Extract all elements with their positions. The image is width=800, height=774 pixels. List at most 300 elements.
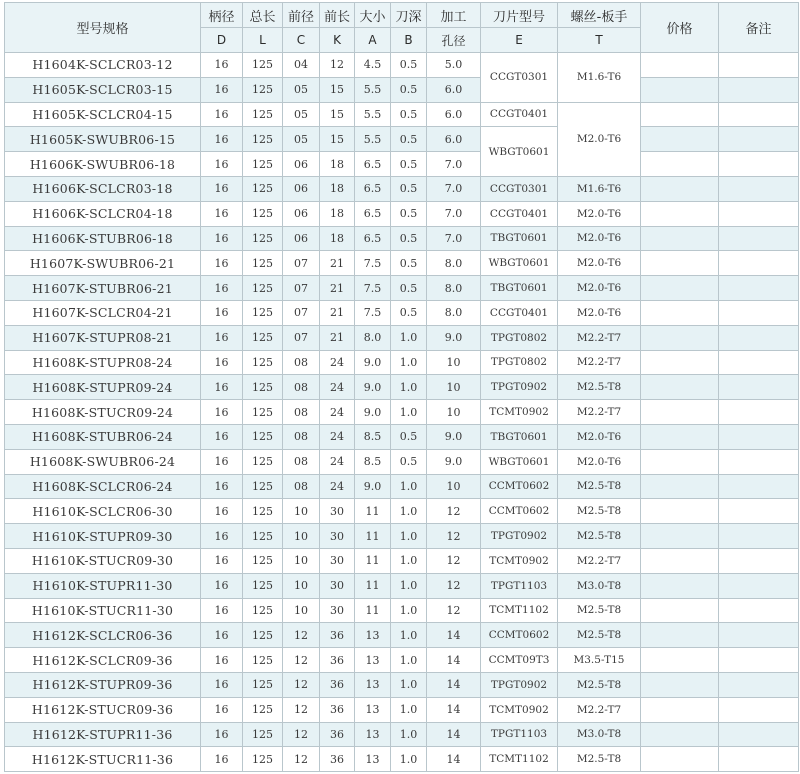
shank-cell: 16 bbox=[201, 176, 243, 201]
front-length-cell: 24 bbox=[320, 350, 355, 375]
remarks-cell bbox=[719, 449, 799, 474]
remarks-cell bbox=[719, 524, 799, 549]
size-cell: 13 bbox=[355, 672, 391, 697]
front-diameter-cell: 07 bbox=[283, 276, 320, 301]
shank-cell: 16 bbox=[201, 548, 243, 573]
remarks-cell bbox=[719, 375, 799, 400]
insert-model-cell: TBGT0601 bbox=[481, 276, 558, 301]
screw-wrench-cell: M2.0-T6 bbox=[558, 276, 641, 301]
length-cell: 125 bbox=[243, 226, 283, 251]
front-length-cell: 36 bbox=[320, 672, 355, 697]
header-screw-wrench: 螺丝-板手 bbox=[558, 3, 641, 28]
remarks-cell bbox=[719, 176, 799, 201]
size-cell: 9.0 bbox=[355, 350, 391, 375]
header-remarks: 备注 bbox=[719, 3, 799, 53]
front-diameter-cell: 07 bbox=[283, 300, 320, 325]
insert-model-cell: CCMT0602 bbox=[481, 474, 558, 499]
remarks-cell bbox=[719, 251, 799, 276]
screw-wrench-cell: M1.6-T6 bbox=[558, 53, 641, 103]
insert-model-cell: TPGT1103 bbox=[481, 722, 558, 747]
shank-cell: 16 bbox=[201, 524, 243, 549]
screw-wrench-cell: M2.5-T8 bbox=[558, 747, 641, 772]
price-cell bbox=[641, 201, 719, 226]
shank-cell: 16 bbox=[201, 449, 243, 474]
front-length-cell: 30 bbox=[320, 573, 355, 598]
screw-wrench-cell: M2.5-T8 bbox=[558, 524, 641, 549]
front-diameter-cell: 12 bbox=[283, 672, 320, 697]
bore-cell: 12 bbox=[427, 598, 481, 623]
table-row bbox=[5, 53, 799, 78]
depth-cell: 0.5 bbox=[391, 152, 427, 177]
remarks-cell bbox=[719, 400, 799, 425]
model-cell: H1612K-STUPR09-36 bbox=[5, 672, 201, 697]
header-letter-c: C bbox=[283, 28, 320, 53]
screw-wrench-cell: M2.5-T8 bbox=[558, 598, 641, 623]
size-cell: 11 bbox=[355, 548, 391, 573]
price-cell bbox=[641, 226, 719, 251]
front-length-cell: 18 bbox=[320, 201, 355, 226]
depth-cell: 1.0 bbox=[391, 474, 427, 499]
size-cell: 11 bbox=[355, 524, 391, 549]
table-row bbox=[5, 152, 799, 177]
spec-table-container bbox=[4, 2, 798, 772]
screw-wrench-cell: M2.5-T8 bbox=[558, 499, 641, 524]
insert-model-cell: CCGT0401 bbox=[481, 102, 558, 127]
size-cell: 5.5 bbox=[355, 102, 391, 127]
length-cell: 125 bbox=[243, 276, 283, 301]
length-cell: 125 bbox=[243, 325, 283, 350]
insert-model-cell: CCMT09T3 bbox=[481, 648, 558, 673]
shank-cell: 16 bbox=[201, 127, 243, 152]
model-cell: H1606K-SCLCR03-18 bbox=[5, 176, 201, 201]
insert-model-cell: CCMT0602 bbox=[481, 499, 558, 524]
model-cell: H1605K-SWUBR06-15 bbox=[5, 127, 201, 152]
screw-wrench-cell: M3.0-T8 bbox=[558, 573, 641, 598]
bore-cell: 9.0 bbox=[427, 325, 481, 350]
front-diameter-cell: 12 bbox=[283, 747, 320, 772]
bore-cell: 12 bbox=[427, 524, 481, 549]
front-diameter-cell: 10 bbox=[283, 548, 320, 573]
header-front-diameter: 前径 bbox=[283, 3, 320, 28]
table-row bbox=[5, 350, 799, 375]
bore-cell: 10 bbox=[427, 350, 481, 375]
insert-model-cell: TPGT0802 bbox=[481, 350, 558, 375]
front-length-cell: 36 bbox=[320, 722, 355, 747]
shank-cell: 16 bbox=[201, 102, 243, 127]
screw-wrench-cell: M2.0-T6 bbox=[558, 251, 641, 276]
bore-cell: 7.0 bbox=[427, 152, 481, 177]
depth-cell: 1.0 bbox=[391, 648, 427, 673]
length-cell: 125 bbox=[243, 648, 283, 673]
size-cell: 13 bbox=[355, 722, 391, 747]
insert-model-cell: CCGT0301 bbox=[481, 53, 558, 103]
front-diameter-cell: 10 bbox=[283, 573, 320, 598]
price-cell bbox=[641, 598, 719, 623]
bore-cell: 10 bbox=[427, 375, 481, 400]
bore-cell: 6.0 bbox=[427, 127, 481, 152]
screw-wrench-cell: M2.2-T7 bbox=[558, 325, 641, 350]
model-cell: H1608K-STUCR09-24 bbox=[5, 400, 201, 425]
depth-cell: 0.5 bbox=[391, 276, 427, 301]
length-cell: 125 bbox=[243, 176, 283, 201]
model-cell: H1612K-SCLCR06-36 bbox=[5, 623, 201, 648]
remarks-cell bbox=[719, 573, 799, 598]
remarks-cell bbox=[719, 350, 799, 375]
shank-cell: 16 bbox=[201, 226, 243, 251]
front-length-cell: 18 bbox=[320, 226, 355, 251]
depth-cell: 1.0 bbox=[391, 375, 427, 400]
length-cell: 125 bbox=[243, 697, 283, 722]
depth-cell: 1.0 bbox=[391, 548, 427, 573]
table-row bbox=[5, 127, 799, 152]
front-diameter-cell: 05 bbox=[283, 127, 320, 152]
front-length-cell: 30 bbox=[320, 524, 355, 549]
depth-cell: 1.0 bbox=[391, 722, 427, 747]
model-cell: H1612K-STUCR11-36 bbox=[5, 747, 201, 772]
length-cell: 125 bbox=[243, 400, 283, 425]
bore-cell: 9.0 bbox=[427, 449, 481, 474]
remarks-cell bbox=[719, 325, 799, 350]
model-cell: H1608K-SWUBR06-24 bbox=[5, 449, 201, 474]
price-cell bbox=[641, 77, 719, 102]
bore-cell: 7.0 bbox=[427, 226, 481, 251]
size-cell: 5.5 bbox=[355, 127, 391, 152]
shank-cell: 16 bbox=[201, 77, 243, 102]
shank-cell: 16 bbox=[201, 623, 243, 648]
screw-wrench-cell: M1.6-T6 bbox=[558, 176, 641, 201]
table-row bbox=[5, 77, 799, 102]
size-cell: 9.0 bbox=[355, 375, 391, 400]
depth-cell: 1.0 bbox=[391, 400, 427, 425]
table-row bbox=[5, 623, 799, 648]
screw-wrench-cell: M2.0-T6 bbox=[558, 449, 641, 474]
remarks-cell bbox=[719, 548, 799, 573]
price-cell bbox=[641, 102, 719, 127]
depth-cell: 0.5 bbox=[391, 53, 427, 78]
table-row bbox=[5, 400, 799, 425]
insert-model-cell: TCMT0902 bbox=[481, 548, 558, 573]
front-length-cell: 24 bbox=[320, 449, 355, 474]
price-cell bbox=[641, 53, 719, 78]
header-size: 大小 bbox=[355, 3, 391, 28]
model-cell: H1606K-SWUBR06-18 bbox=[5, 152, 201, 177]
header-letter-e: E bbox=[481, 28, 558, 53]
insert-model-cell: CCGT0401 bbox=[481, 300, 558, 325]
screw-wrench-cell: M2.5-T8 bbox=[558, 623, 641, 648]
model-cell: H1610K-STUCR11-30 bbox=[5, 598, 201, 623]
insert-model-cell: CCMT0602 bbox=[481, 623, 558, 648]
shank-cell: 16 bbox=[201, 697, 243, 722]
front-length-cell: 21 bbox=[320, 276, 355, 301]
insert-model-cell: TPGT0902 bbox=[481, 672, 558, 697]
screw-wrench-cell: M2.2-T7 bbox=[558, 400, 641, 425]
remarks-cell bbox=[719, 300, 799, 325]
shank-cell: 16 bbox=[201, 201, 243, 226]
insert-model-cell: TCMT0902 bbox=[481, 400, 558, 425]
bore-cell: 5.0 bbox=[427, 53, 481, 78]
front-diameter-cell: 10 bbox=[283, 598, 320, 623]
price-cell bbox=[641, 449, 719, 474]
screw-wrench-cell: M2.2-T7 bbox=[558, 350, 641, 375]
bore-cell: 6.0 bbox=[427, 77, 481, 102]
front-length-cell: 15 bbox=[320, 102, 355, 127]
table-row bbox=[5, 226, 799, 251]
front-diameter-cell: 08 bbox=[283, 375, 320, 400]
shank-cell: 16 bbox=[201, 276, 243, 301]
length-cell: 125 bbox=[243, 598, 283, 623]
screw-wrench-cell: M3.5-T15 bbox=[558, 648, 641, 673]
depth-cell: 1.0 bbox=[391, 672, 427, 697]
model-cell: H1606K-SCLCR04-18 bbox=[5, 201, 201, 226]
table-header bbox=[5, 3, 799, 53]
depth-cell: 0.5 bbox=[391, 251, 427, 276]
size-cell: 13 bbox=[355, 747, 391, 772]
insert-model-cell: WBGT0601 bbox=[481, 127, 558, 177]
price-cell bbox=[641, 350, 719, 375]
screw-wrench-cell: M2.0-T6 bbox=[558, 300, 641, 325]
table-row bbox=[5, 747, 799, 772]
front-diameter-cell: 12 bbox=[283, 648, 320, 673]
size-cell: 8.0 bbox=[355, 325, 391, 350]
model-cell: H1608K-STUPR08-24 bbox=[5, 350, 201, 375]
front-length-cell: 24 bbox=[320, 424, 355, 449]
front-length-cell: 18 bbox=[320, 176, 355, 201]
model-cell: H1607K-STUBR06-21 bbox=[5, 276, 201, 301]
price-cell bbox=[641, 623, 719, 648]
depth-cell: 1.0 bbox=[391, 350, 427, 375]
bore-cell: 14 bbox=[427, 722, 481, 747]
table-row bbox=[5, 176, 799, 201]
size-cell: 6.5 bbox=[355, 152, 391, 177]
depth-cell: 1.0 bbox=[391, 573, 427, 598]
front-diameter-cell: 06 bbox=[283, 176, 320, 201]
front-diameter-cell: 05 bbox=[283, 102, 320, 127]
front-diameter-cell: 10 bbox=[283, 499, 320, 524]
bore-cell: 12 bbox=[427, 548, 481, 573]
remarks-cell bbox=[719, 499, 799, 524]
bore-cell: 9.0 bbox=[427, 424, 481, 449]
price-cell bbox=[641, 276, 719, 301]
price-cell bbox=[641, 697, 719, 722]
length-cell: 125 bbox=[243, 375, 283, 400]
size-cell: 7.5 bbox=[355, 251, 391, 276]
table-body bbox=[5, 53, 799, 772]
insert-model-cell: TPGT0802 bbox=[481, 325, 558, 350]
front-length-cell: 15 bbox=[320, 77, 355, 102]
front-length-cell: 12 bbox=[320, 53, 355, 78]
insert-model-cell: WBGT0601 bbox=[481, 449, 558, 474]
remarks-cell bbox=[719, 474, 799, 499]
insert-model-cell: TPGT0902 bbox=[481, 375, 558, 400]
front-diameter-cell: 05 bbox=[283, 77, 320, 102]
table-row bbox=[5, 276, 799, 301]
depth-cell: 0.5 bbox=[391, 77, 427, 102]
length-cell: 125 bbox=[243, 573, 283, 598]
table-row bbox=[5, 474, 799, 499]
price-cell bbox=[641, 499, 719, 524]
size-cell: 6.5 bbox=[355, 176, 391, 201]
remarks-cell bbox=[719, 672, 799, 697]
insert-model-cell: TCMT1102 bbox=[481, 598, 558, 623]
front-diameter-cell: 07 bbox=[283, 251, 320, 276]
bore-cell: 14 bbox=[427, 697, 481, 722]
screw-wrench-cell: M2.5-T8 bbox=[558, 474, 641, 499]
price-cell bbox=[641, 524, 719, 549]
remarks-cell bbox=[719, 77, 799, 102]
shank-cell: 16 bbox=[201, 424, 243, 449]
screw-wrench-cell: M2.0-T6 bbox=[558, 201, 641, 226]
length-cell: 125 bbox=[243, 548, 283, 573]
price-cell bbox=[641, 672, 719, 697]
bore-cell: 8.0 bbox=[427, 251, 481, 276]
model-cell: H1607K-SCLCR04-21 bbox=[5, 300, 201, 325]
size-cell: 8.5 bbox=[355, 424, 391, 449]
length-cell: 125 bbox=[243, 127, 283, 152]
shank-cell: 16 bbox=[201, 722, 243, 747]
price-cell bbox=[641, 573, 719, 598]
model-cell: H1608K-SCLCR06-24 bbox=[5, 474, 201, 499]
header-insert-model: 刀片型号 bbox=[481, 3, 558, 28]
length-cell: 125 bbox=[243, 722, 283, 747]
shank-cell: 16 bbox=[201, 474, 243, 499]
header-letter-d: D bbox=[201, 28, 243, 53]
remarks-cell bbox=[719, 697, 799, 722]
insert-model-cell: TPGT0902 bbox=[481, 524, 558, 549]
front-diameter-cell: 08 bbox=[283, 400, 320, 425]
front-length-cell: 15 bbox=[320, 127, 355, 152]
insert-model-cell: CCGT0301 bbox=[481, 176, 558, 201]
bore-cell: 14 bbox=[427, 623, 481, 648]
screw-wrench-cell: M2.5-T8 bbox=[558, 672, 641, 697]
length-cell: 125 bbox=[243, 449, 283, 474]
remarks-cell bbox=[719, 201, 799, 226]
bore-cell: 8.0 bbox=[427, 300, 481, 325]
price-cell bbox=[641, 300, 719, 325]
depth-cell: 1.0 bbox=[391, 598, 427, 623]
size-cell: 6.5 bbox=[355, 201, 391, 226]
table-row bbox=[5, 300, 799, 325]
table-row bbox=[5, 325, 799, 350]
model-cell: H1612K-STUPR11-36 bbox=[5, 722, 201, 747]
size-cell: 7.5 bbox=[355, 300, 391, 325]
size-cell: 9.0 bbox=[355, 474, 391, 499]
table-row bbox=[5, 548, 799, 573]
size-cell: 4.5 bbox=[355, 53, 391, 78]
remarks-cell bbox=[719, 424, 799, 449]
remarks-cell bbox=[719, 102, 799, 127]
size-cell: 13 bbox=[355, 697, 391, 722]
shank-cell: 16 bbox=[201, 648, 243, 673]
table-row bbox=[5, 375, 799, 400]
model-cell: H1610K-STUCR09-30 bbox=[5, 548, 201, 573]
length-cell: 125 bbox=[243, 672, 283, 697]
screw-wrench-cell: M2.0-T6 bbox=[558, 226, 641, 251]
size-cell: 11 bbox=[355, 499, 391, 524]
table-row bbox=[5, 201, 799, 226]
shank-cell: 16 bbox=[201, 350, 243, 375]
size-cell: 8.5 bbox=[355, 449, 391, 474]
header-letter-l: L bbox=[243, 28, 283, 53]
length-cell: 125 bbox=[243, 300, 283, 325]
front-diameter-cell: 07 bbox=[283, 325, 320, 350]
size-cell: 9.0 bbox=[355, 400, 391, 425]
bore-cell: 8.0 bbox=[427, 276, 481, 301]
front-diameter-cell: 08 bbox=[283, 449, 320, 474]
model-cell: H1607K-SWUBR06-21 bbox=[5, 251, 201, 276]
size-cell: 6.5 bbox=[355, 226, 391, 251]
header-total-length: 总长 bbox=[243, 3, 283, 28]
shank-cell: 16 bbox=[201, 400, 243, 425]
header-bore: 孔径 bbox=[427, 28, 481, 53]
length-cell: 125 bbox=[243, 747, 283, 772]
model-cell: H1608K-STUPR09-24 bbox=[5, 375, 201, 400]
model-cell: H1610K-SCLCR06-30 bbox=[5, 499, 201, 524]
bore-cell: 7.0 bbox=[427, 201, 481, 226]
header-shank: 柄径 bbox=[201, 3, 243, 28]
front-length-cell: 36 bbox=[320, 648, 355, 673]
remarks-cell bbox=[719, 226, 799, 251]
front-length-cell: 21 bbox=[320, 300, 355, 325]
front-diameter-cell: 08 bbox=[283, 474, 320, 499]
header-letter-b: B bbox=[391, 28, 427, 53]
shank-cell: 16 bbox=[201, 598, 243, 623]
bore-cell: 14 bbox=[427, 648, 481, 673]
shank-cell: 16 bbox=[201, 499, 243, 524]
bore-cell: 10 bbox=[427, 474, 481, 499]
insert-model-cell: WBGT0601 bbox=[481, 251, 558, 276]
front-length-cell: 36 bbox=[320, 747, 355, 772]
length-cell: 125 bbox=[243, 102, 283, 127]
front-diameter-cell: 08 bbox=[283, 350, 320, 375]
table-row bbox=[5, 102, 799, 127]
size-cell: 13 bbox=[355, 648, 391, 673]
size-cell: 5.5 bbox=[355, 77, 391, 102]
shank-cell: 16 bbox=[201, 325, 243, 350]
table-row bbox=[5, 573, 799, 598]
remarks-cell bbox=[719, 152, 799, 177]
insert-model-cell: TCMT0902 bbox=[481, 697, 558, 722]
table-row bbox=[5, 598, 799, 623]
price-cell bbox=[641, 251, 719, 276]
size-cell: 7.5 bbox=[355, 276, 391, 301]
shank-cell: 16 bbox=[201, 53, 243, 78]
table-row bbox=[5, 251, 799, 276]
header-letter-k: K bbox=[320, 28, 355, 53]
header-letter-a: A bbox=[355, 28, 391, 53]
bore-cell: 14 bbox=[427, 747, 481, 772]
depth-cell: 0.5 bbox=[391, 226, 427, 251]
model-cell: H1607K-STUPR08-21 bbox=[5, 325, 201, 350]
shank-cell: 16 bbox=[201, 251, 243, 276]
length-cell: 125 bbox=[243, 53, 283, 78]
insert-model-cell: TBGT0601 bbox=[481, 424, 558, 449]
front-length-cell: 36 bbox=[320, 697, 355, 722]
bore-cell: 12 bbox=[427, 573, 481, 598]
price-cell bbox=[641, 400, 719, 425]
depth-cell: 0.5 bbox=[391, 449, 427, 474]
depth-cell: 1.0 bbox=[391, 623, 427, 648]
insert-model-cell: CCGT0401 bbox=[481, 201, 558, 226]
bore-cell: 14 bbox=[427, 672, 481, 697]
table-row bbox=[5, 424, 799, 449]
front-diameter-cell: 06 bbox=[283, 152, 320, 177]
bore-cell: 6.0 bbox=[427, 102, 481, 127]
size-cell: 11 bbox=[355, 598, 391, 623]
shank-cell: 16 bbox=[201, 747, 243, 772]
screw-wrench-cell: M2.5-T8 bbox=[558, 375, 641, 400]
screw-wrench-cell: M2.2-T7 bbox=[558, 548, 641, 573]
table-row bbox=[5, 672, 799, 697]
